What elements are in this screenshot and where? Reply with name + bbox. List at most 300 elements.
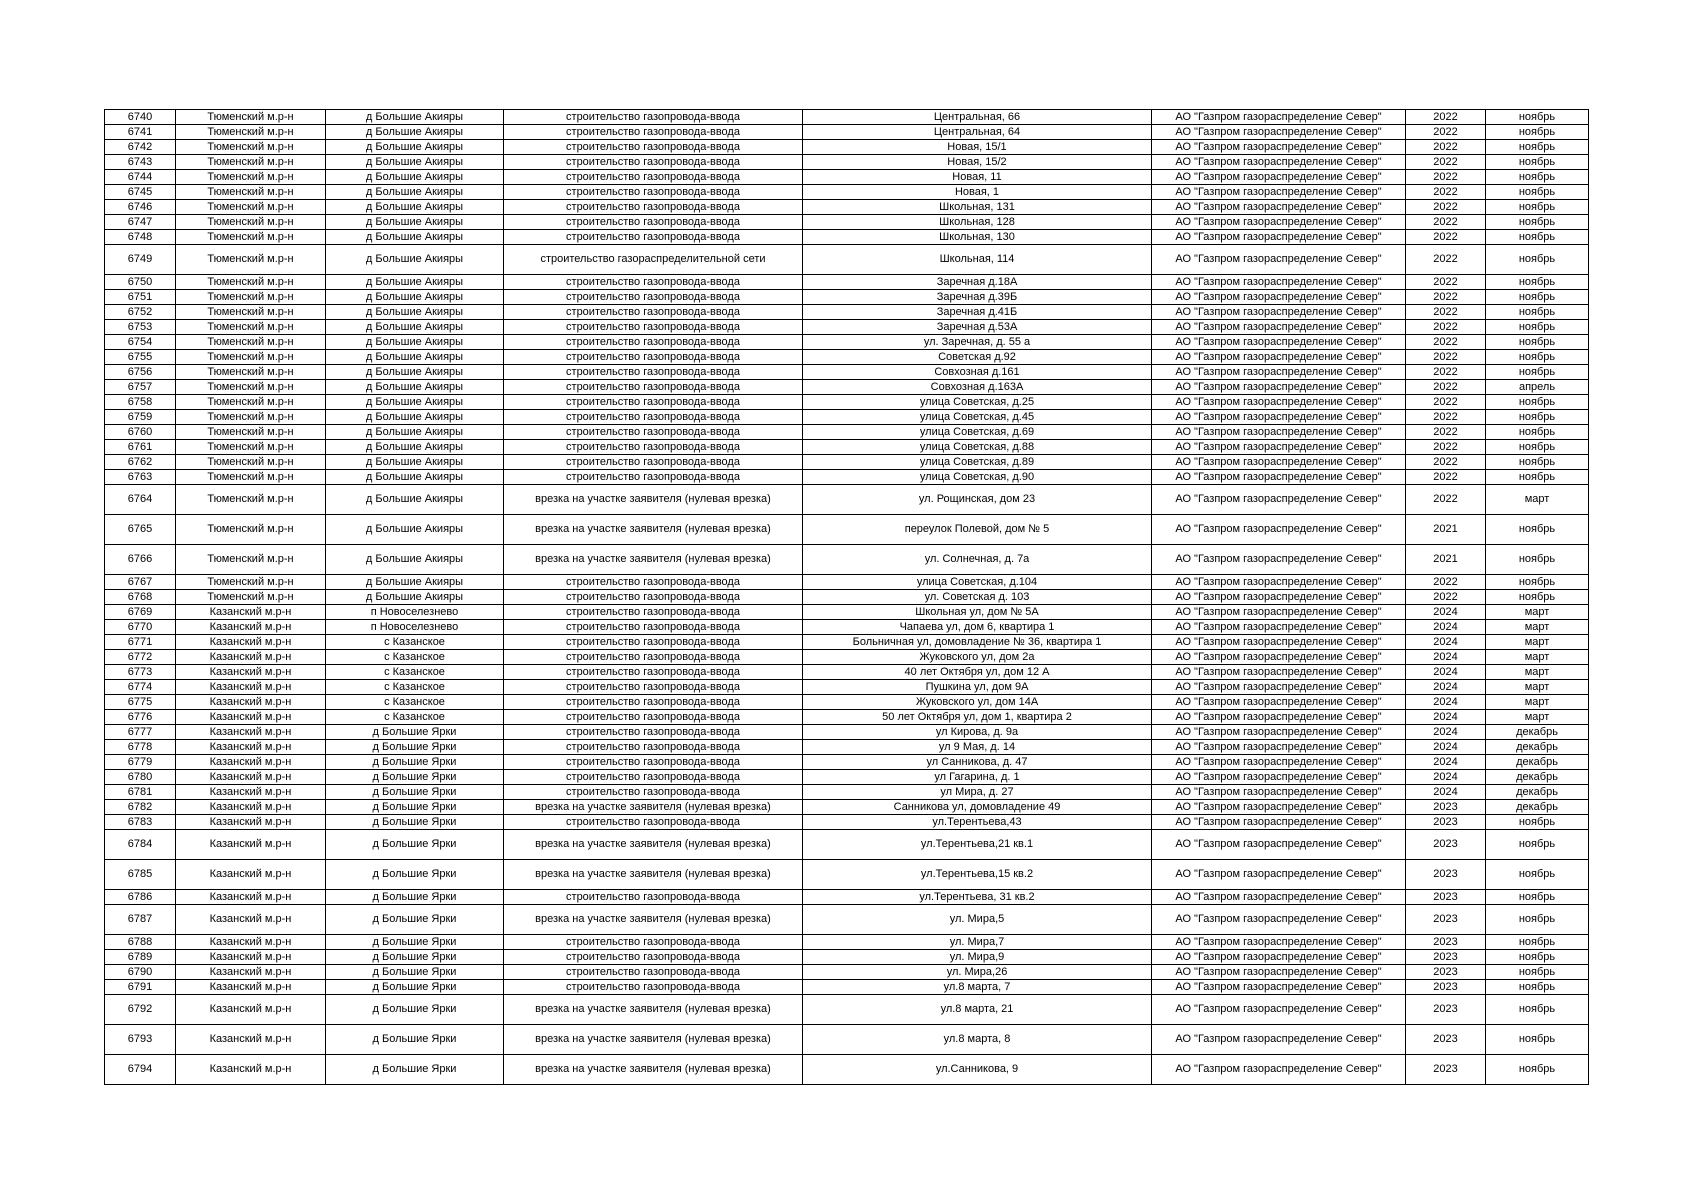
table-row (105, 980, 1589, 995)
cell-address: улица Советская, д.69 (803, 425, 1152, 440)
cell-settlement: д Большие Акияры (326, 545, 504, 575)
cell-address: ул.8 марта, 8 (803, 1025, 1152, 1055)
table-row (105, 170, 1589, 185)
cell-work-type: строительство газопровода-ввода (504, 350, 803, 365)
cell-address: Санникова ул, домовладение 49 (803, 800, 1152, 815)
cell-month: ноябрь (1486, 410, 1589, 425)
cell-settlement: д Большие Акияры (326, 335, 504, 350)
table-row (105, 830, 1589, 860)
cell-work-type: строительство газопровода-ввода (504, 695, 803, 710)
cell-month: ноябрь (1486, 170, 1589, 185)
cell-organization: АО "Газпром газораспределение Север" (1152, 680, 1406, 695)
cell-settlement: д Большие Акияры (326, 410, 504, 425)
cell-address: Новая, 1 (803, 185, 1152, 200)
cell-work-type: строительство газопровода-ввода (504, 965, 803, 980)
table-row (105, 485, 1589, 515)
cell-organization: АО "Газпром газораспределение Север" (1152, 965, 1406, 980)
cell-month: ноябрь (1486, 200, 1589, 215)
cell-district: Тюменский м.р-н (176, 365, 326, 380)
cell-settlement: п Новоселезнево (326, 620, 504, 635)
cell-address: Чапаева ул, дом 6, квартира 1 (803, 620, 1152, 635)
table-row (105, 905, 1589, 935)
cell-month: ноябрь (1486, 995, 1589, 1025)
cell-settlement: д Большие Акияры (326, 110, 504, 125)
cell-address: Новая, 15/1 (803, 140, 1152, 155)
cell-row-number: 6781 (105, 785, 176, 800)
cell-month: ноябрь (1486, 1055, 1589, 1085)
cell-month: ноябрь (1486, 230, 1589, 245)
cell-work-type: врезка на участке заявителя (нулевая врезка) (504, 1055, 803, 1085)
cell-row-number: 6769 (105, 605, 176, 620)
cell-district: Казанский м.р-н (176, 680, 326, 695)
cell-settlement: д Большие Ярки (326, 755, 504, 770)
cell-year: 2023 (1406, 815, 1486, 830)
cell-work-type: строительство газопровода-ввода (504, 605, 803, 620)
cell-organization: АО "Газпром газораспределение Север" (1152, 710, 1406, 725)
cell-year: 2024 (1406, 710, 1486, 725)
cell-row-number: 6793 (105, 1025, 176, 1055)
cell-row-number: 6782 (105, 800, 176, 815)
cell-month: март (1486, 620, 1589, 635)
table-row (105, 155, 1589, 170)
cell-work-type: строительство газопровода-ввода (504, 740, 803, 755)
cell-work-type: строительство газопровода-ввода (504, 200, 803, 215)
cell-settlement: д Большие Акияры (326, 185, 504, 200)
table-row (105, 650, 1589, 665)
cell-address: ул.Терентьева, 31 кв.2 (803, 890, 1152, 905)
table-row (105, 350, 1589, 365)
cell-row-number: 6741 (105, 125, 176, 140)
cell-year: 2023 (1406, 860, 1486, 890)
cell-settlement: д Большие Ярки (326, 980, 504, 995)
table-row (105, 800, 1589, 815)
cell-work-type: строительство газопровода-ввода (504, 725, 803, 740)
cell-month: декабрь (1486, 770, 1589, 785)
cell-settlement: д Большие Ярки (326, 815, 504, 830)
cell-settlement: д Большие Ярки (326, 830, 504, 860)
table-row (105, 290, 1589, 305)
cell-settlement: д Большие Акияры (326, 320, 504, 335)
cell-year: 2023 (1406, 830, 1486, 860)
cell-district: Казанский м.р-н (176, 755, 326, 770)
table-row (105, 110, 1589, 125)
cell-address: Центральная, 66 (803, 110, 1152, 125)
cell-address: ул.Терентьева,43 (803, 815, 1152, 830)
table-row (105, 440, 1589, 455)
cell-year: 2022 (1406, 185, 1486, 200)
cell-year: 2022 (1406, 290, 1486, 305)
cell-month: ноябрь (1486, 245, 1589, 275)
cell-work-type: врезка на участке заявителя (нулевая врезка) (504, 995, 803, 1025)
cell-organization: АО "Газпром газораспределение Север" (1152, 185, 1406, 200)
cell-settlement: с Казанское (326, 665, 504, 680)
cell-organization: АО "Газпром газораспределение Север" (1152, 1055, 1406, 1085)
cell-year: 2022 (1406, 425, 1486, 440)
cell-organization: АО "Газпром газораспределение Север" (1152, 335, 1406, 350)
cell-district: Тюменский м.р-н (176, 245, 326, 275)
cell-settlement: п Новоселезнево (326, 605, 504, 620)
table-row (105, 1055, 1589, 1085)
cell-district: Казанский м.р-н (176, 650, 326, 665)
table-row (105, 680, 1589, 695)
cell-organization: АО "Газпром газораспределение Север" (1152, 515, 1406, 545)
cell-year: 2022 (1406, 335, 1486, 350)
cell-month: ноябрь (1486, 440, 1589, 455)
cell-address: улица Советская, д.88 (803, 440, 1152, 455)
cell-work-type: строительство газопровода-ввода (504, 140, 803, 155)
cell-year: 2023 (1406, 905, 1486, 935)
cell-address: ул Мира, д. 27 (803, 785, 1152, 800)
cell-row-number: 6754 (105, 335, 176, 350)
cell-work-type: строительство газопровода-ввода (504, 335, 803, 350)
table-row (105, 245, 1589, 275)
cell-settlement: с Казанское (326, 650, 504, 665)
cell-district: Казанский м.р-н (176, 725, 326, 740)
cell-district: Казанский м.р-н (176, 695, 326, 710)
table-row (105, 665, 1589, 680)
cell-district: Казанский м.р-н (176, 830, 326, 860)
cell-organization: АО "Газпром газораспределение Север" (1152, 995, 1406, 1025)
cell-work-type: строительство газопровода-ввода (504, 170, 803, 185)
cell-month: март (1486, 695, 1589, 710)
cell-month: декабрь (1486, 725, 1589, 740)
table-row (105, 770, 1589, 785)
cell-district: Казанский м.р-н (176, 770, 326, 785)
cell-work-type: строительство газопровода-ввода (504, 620, 803, 635)
cell-year: 2021 (1406, 515, 1486, 545)
cell-settlement: д Большие Акияры (326, 365, 504, 380)
cell-address: ул Санникова, д. 47 (803, 755, 1152, 770)
cell-work-type: строительство газопровода-ввода (504, 305, 803, 320)
cell-settlement: д Большие Ярки (326, 890, 504, 905)
cell-district: Тюменский м.р-н (176, 140, 326, 155)
cell-district: Тюменский м.р-н (176, 515, 326, 545)
cell-year: 2022 (1406, 170, 1486, 185)
cell-work-type: врезка на участке заявителя (нулевая врезка) (504, 545, 803, 575)
cell-row-number: 6760 (105, 425, 176, 440)
cell-settlement: д Большие Акияры (326, 290, 504, 305)
cell-settlement: д Большие Акияры (326, 455, 504, 470)
cell-year: 2024 (1406, 695, 1486, 710)
cell-month: ноябрь (1486, 365, 1589, 380)
cell-month: апрель (1486, 380, 1589, 395)
cell-work-type: строительство газопровода-ввода (504, 890, 803, 905)
cell-district: Казанский м.р-н (176, 740, 326, 755)
cell-year: 2022 (1406, 155, 1486, 170)
cell-row-number: 6740 (105, 110, 176, 125)
cell-district: Тюменский м.р-н (176, 110, 326, 125)
cell-row-number: 6773 (105, 665, 176, 680)
table-row (105, 425, 1589, 440)
cell-year: 2024 (1406, 605, 1486, 620)
cell-settlement: с Казанское (326, 635, 504, 650)
cell-settlement: д Большие Ярки (326, 965, 504, 980)
cell-settlement: д Большие Акияры (326, 275, 504, 290)
cell-month: ноябрь (1486, 350, 1589, 365)
cell-row-number: 6757 (105, 380, 176, 395)
table-row (105, 545, 1589, 575)
table-row (105, 305, 1589, 320)
cell-address: Жуковского ул, дом 2а (803, 650, 1152, 665)
cell-address: ул. Солнечная, д. 7а (803, 545, 1152, 575)
cell-row-number: 6787 (105, 905, 176, 935)
cell-work-type: строительство газопровода-ввода (504, 710, 803, 725)
cell-settlement: д Большие Акияры (326, 200, 504, 215)
cell-year: 2024 (1406, 680, 1486, 695)
cell-organization: АО "Газпром газораспределение Север" (1152, 605, 1406, 620)
cell-year: 2022 (1406, 395, 1486, 410)
cell-district: Тюменский м.р-н (176, 125, 326, 140)
cell-settlement: д Большие Акияры (326, 230, 504, 245)
cell-work-type: строительство газопровода-ввода (504, 395, 803, 410)
cell-address: Совхозная д.161 (803, 365, 1152, 380)
cell-district: Казанский м.р-н (176, 995, 326, 1025)
cell-district: Тюменский м.р-н (176, 440, 326, 455)
cell-organization: АО "Газпром газораспределение Север" (1152, 590, 1406, 605)
cell-year: 2024 (1406, 740, 1486, 755)
cell-row-number: 6792 (105, 995, 176, 1025)
gas-connection-table (104, 109, 1589, 1085)
table-row (105, 215, 1589, 230)
cell-work-type: строительство газопровода-ввода (504, 785, 803, 800)
cell-organization: АО "Газпром газораспределение Север" (1152, 170, 1406, 185)
cell-work-type: строительство газопровода-ввода (504, 935, 803, 950)
cell-month: ноябрь (1486, 515, 1589, 545)
cell-month: декабрь (1486, 785, 1589, 800)
cell-settlement: д Большие Ярки (326, 800, 504, 815)
cell-month: март (1486, 605, 1589, 620)
cell-settlement: с Казанское (326, 680, 504, 695)
cell-year: 2022 (1406, 245, 1486, 275)
cell-district: Казанский м.р-н (176, 815, 326, 830)
cell-district: Тюменский м.р-н (176, 425, 326, 440)
cell-year: 2022 (1406, 350, 1486, 365)
cell-work-type: строительство газопровода-ввода (504, 320, 803, 335)
cell-work-type: строительство газопровода-ввода (504, 680, 803, 695)
cell-year: 2023 (1406, 950, 1486, 965)
cell-organization: АО "Газпром газораспределение Север" (1152, 245, 1406, 275)
cell-month: ноябрь (1486, 830, 1589, 860)
cell-district: Тюменский м.р-н (176, 275, 326, 290)
cell-district: Тюменский м.р-н (176, 335, 326, 350)
cell-year: 2023 (1406, 935, 1486, 950)
cell-organization: АО "Газпром газораспределение Север" (1152, 290, 1406, 305)
table-row (105, 515, 1589, 545)
cell-year: 2021 (1406, 545, 1486, 575)
table-row (105, 275, 1589, 290)
cell-address: ул. Мира,7 (803, 935, 1152, 950)
cell-month: ноябрь (1486, 275, 1589, 290)
cell-settlement: д Большие Акияры (326, 155, 504, 170)
cell-row-number: 6766 (105, 545, 176, 575)
cell-work-type: строительство газопровода-ввода (504, 755, 803, 770)
cell-row-number: 6776 (105, 710, 176, 725)
cell-month: ноябрь (1486, 155, 1589, 170)
cell-month: ноябрь (1486, 335, 1589, 350)
cell-row-number: 6778 (105, 740, 176, 755)
table-row (105, 410, 1589, 425)
cell-row-number: 6791 (105, 980, 176, 995)
cell-address: улица Советская, д.90 (803, 470, 1152, 485)
cell-year: 2022 (1406, 320, 1486, 335)
cell-work-type: строительство газопровода-ввода (504, 185, 803, 200)
cell-work-type: строительство газопровода-ввода (504, 980, 803, 995)
cell-work-type: врезка на участке заявителя (нулевая врезка) (504, 800, 803, 815)
cell-work-type: строительство газопровода-ввода (504, 365, 803, 380)
cell-work-type: строительство газопровода-ввода (504, 380, 803, 395)
cell-row-number: 6768 (105, 590, 176, 605)
cell-organization: АО "Газпром газораспределение Север" (1152, 860, 1406, 890)
cell-month: ноябрь (1486, 395, 1589, 410)
cell-organization: АО "Газпром газораспределение Север" (1152, 830, 1406, 860)
cell-address: улица Советская, д.25 (803, 395, 1152, 410)
cell-organization: АО "Газпром газораспределение Север" (1152, 770, 1406, 785)
table-row (105, 815, 1589, 830)
cell-work-type: строительство газопровода-ввода (504, 470, 803, 485)
cell-address: 40 лет Октября ул, дом 12 А (803, 665, 1152, 680)
table-row (105, 140, 1589, 155)
cell-settlement: д Большие Ярки (326, 935, 504, 950)
cell-row-number: 6783 (105, 815, 176, 830)
cell-year: 2022 (1406, 455, 1486, 470)
cell-year: 2022 (1406, 440, 1486, 455)
table-row (105, 365, 1589, 380)
cell-month: ноябрь (1486, 815, 1589, 830)
cell-year: 2023 (1406, 1055, 1486, 1085)
cell-settlement: с Казанское (326, 695, 504, 710)
cell-address: ул. Рощинская, дом 23 (803, 485, 1152, 515)
cell-month: март (1486, 665, 1589, 680)
table-row (105, 860, 1589, 890)
cell-settlement: д Большие Акияры (326, 590, 504, 605)
cell-settlement: д Большие Ярки (326, 770, 504, 785)
cell-work-type: врезка на участке заявителя (нулевая врезка) (504, 1025, 803, 1055)
cell-address: Заречная д.18А (803, 275, 1152, 290)
cell-district: Казанский м.р-н (176, 965, 326, 980)
cell-district: Тюменский м.р-н (176, 380, 326, 395)
cell-district: Казанский м.р-н (176, 635, 326, 650)
cell-month: декабрь (1486, 740, 1589, 755)
cell-month: ноябрь (1486, 935, 1589, 950)
cell-row-number: 6777 (105, 725, 176, 740)
cell-month: ноябрь (1486, 545, 1589, 575)
cell-address: Школьная ул, дом № 5А (803, 605, 1152, 620)
cell-address: Новая, 15/2 (803, 155, 1152, 170)
cell-settlement: д Большие Акияры (326, 440, 504, 455)
cell-organization: АО "Газпром газораспределение Север" (1152, 320, 1406, 335)
cell-settlement: д Большие Ярки (326, 1055, 504, 1085)
table-row (105, 635, 1589, 650)
cell-year: 2023 (1406, 800, 1486, 815)
cell-row-number: 6779 (105, 755, 176, 770)
cell-year: 2023 (1406, 980, 1486, 995)
cell-settlement: д Большие Акияры (326, 125, 504, 140)
cell-month: март (1486, 650, 1589, 665)
cell-district: Тюменский м.р-н (176, 590, 326, 605)
cell-organization: АО "Газпром газораспределение Север" (1152, 620, 1406, 635)
cell-district: Тюменский м.р-н (176, 305, 326, 320)
cell-row-number: 6744 (105, 170, 176, 185)
cell-settlement: д Большие Ярки (326, 905, 504, 935)
cell-organization: АО "Газпром газораспределение Север" (1152, 410, 1406, 425)
cell-row-number: 6749 (105, 245, 176, 275)
cell-district: Казанский м.р-н (176, 620, 326, 635)
cell-year: 2022 (1406, 305, 1486, 320)
cell-organization: АО "Газпром газораспределение Север" (1152, 440, 1406, 455)
cell-work-type: врезка на участке заявителя (нулевая врезка) (504, 485, 803, 515)
cell-address: ул Кирова, д. 9а (803, 725, 1152, 740)
cell-row-number: 6772 (105, 650, 176, 665)
table-row (105, 335, 1589, 350)
cell-month: ноябрь (1486, 140, 1589, 155)
cell-year: 2022 (1406, 215, 1486, 230)
table-row (105, 395, 1589, 410)
cell-district: Тюменский м.р-н (176, 170, 326, 185)
cell-address: Заречная д.41Б (803, 305, 1152, 320)
cell-organization: АО "Газпром газораспределение Север" (1152, 545, 1406, 575)
cell-district: Тюменский м.р-н (176, 200, 326, 215)
cell-address: ул.Санникова, 9 (803, 1055, 1152, 1085)
cell-row-number: 6747 (105, 215, 176, 230)
table-row (105, 1025, 1589, 1055)
cell-work-type: строительство газопровода-ввода (504, 425, 803, 440)
cell-month: ноябрь (1486, 125, 1589, 140)
table-row (105, 740, 1589, 755)
cell-settlement: д Большие Ярки (326, 740, 504, 755)
cell-organization: АО "Газпром газораспределение Север" (1152, 815, 1406, 830)
cell-address: Центральная, 64 (803, 125, 1152, 140)
cell-settlement: д Большие Акияры (326, 485, 504, 515)
cell-month: декабрь (1486, 800, 1589, 815)
table-row (105, 890, 1589, 905)
cell-work-type: строительство газопровода-ввода (504, 635, 803, 650)
cell-address: Советская д.92 (803, 350, 1152, 365)
cell-address: Пушкина ул, дом 9А (803, 680, 1152, 695)
cell-organization: АО "Газпром газораспределение Север" (1152, 485, 1406, 515)
cell-row-number: 6752 (105, 305, 176, 320)
cell-district: Тюменский м.р-н (176, 575, 326, 590)
cell-work-type: строительство газораспределительной сети (504, 245, 803, 275)
cell-settlement: д Большие Акияры (326, 515, 504, 545)
cell-settlement: д Большие Акияры (326, 215, 504, 230)
cell-row-number: 6743 (105, 155, 176, 170)
cell-year: 2022 (1406, 485, 1486, 515)
cell-month: ноябрь (1486, 950, 1589, 965)
cell-row-number: 6790 (105, 965, 176, 980)
table-row (105, 185, 1589, 200)
cell-settlement: д Большие Ярки (326, 950, 504, 965)
cell-organization: АО "Газпром газораспределение Север" (1152, 935, 1406, 950)
cell-district: Казанский м.р-н (176, 935, 326, 950)
cell-district: Тюменский м.р-н (176, 485, 326, 515)
cell-address: Школьная, 130 (803, 230, 1152, 245)
cell-settlement: д Большие Акияры (326, 425, 504, 440)
cell-organization: АО "Газпром газораспределение Север" (1152, 755, 1406, 770)
cell-year: 2022 (1406, 140, 1486, 155)
cell-settlement: с Казанское (326, 710, 504, 725)
cell-month: март (1486, 635, 1589, 650)
table-row (105, 935, 1589, 950)
cell-month: ноябрь (1486, 860, 1589, 890)
table-row (105, 620, 1589, 635)
cell-row-number: 6765 (105, 515, 176, 545)
cell-row-number: 6786 (105, 890, 176, 905)
cell-settlement: д Большие Акияры (326, 470, 504, 485)
table-row (105, 710, 1589, 725)
cell-settlement: д Большие Акияры (326, 305, 504, 320)
cell-month: ноябрь (1486, 890, 1589, 905)
cell-year: 2024 (1406, 635, 1486, 650)
